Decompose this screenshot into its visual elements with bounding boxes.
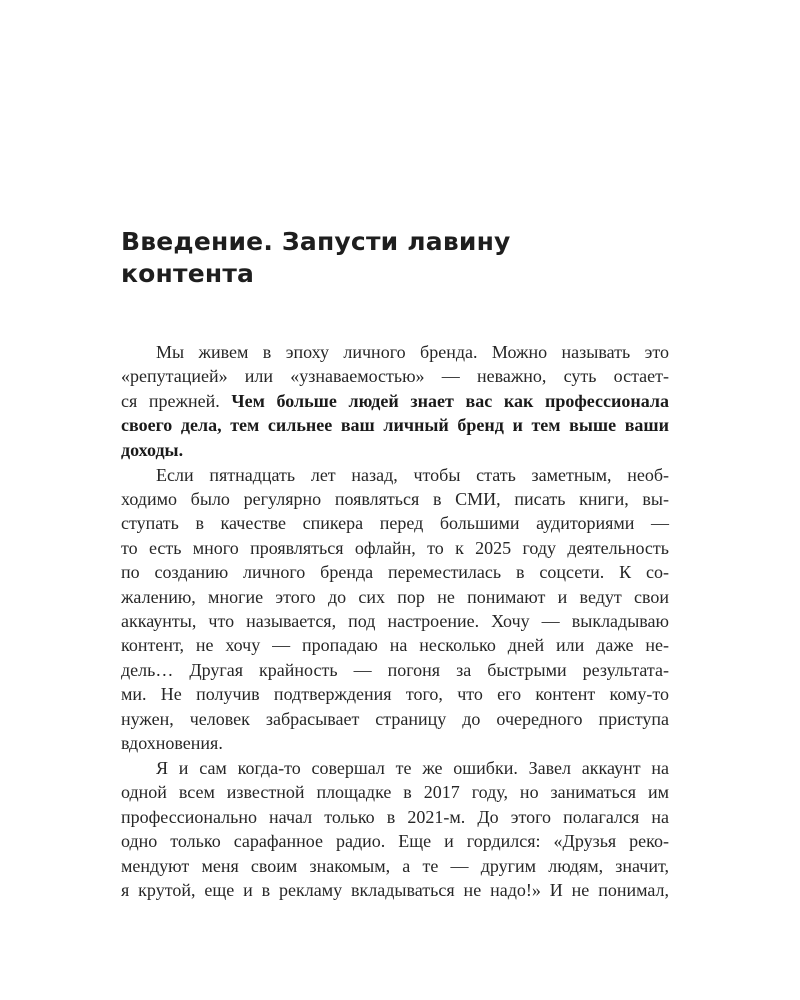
text-line: Если пятнадцать лет назад, чтобы стать заметным, необ-	[156, 464, 669, 485]
text-line: аккаунты, что называется, под настроение. Хочу — выкладываю	[121, 610, 669, 631]
paragraph	[121, 463, 669, 756]
text-line: одно только сарафанное радио. Еще и гордился: «Друзья реко-	[121, 831, 669, 852]
text-line: я крутой, еще и в рекламу вкладываться не надо!» И не понимал,	[121, 879, 669, 900]
text-line	[121, 438, 669, 462]
text-line: Я и сам когда-то совершал те же ошибки. Завел аккаунт на	[156, 757, 669, 778]
text-line: нужен, человек забрасывает страницу до очередного приступа	[121, 708, 669, 729]
text-line: мендуют меня своим знакомым, а те — другим людям, значит,	[121, 855, 669, 876]
chapter-title	[121, 226, 641, 290]
text-line: то есть много проявляться офлайн, то к 2025 году деятельность	[121, 537, 669, 558]
text-line	[121, 413, 669, 437]
paragraph	[121, 340, 669, 462]
bold-emphasis: доходы.	[121, 439, 184, 460]
text-line: «репутацией» или «узнаваемостью» — неважно, суть остает-	[121, 366, 669, 387]
text-line: ми. Не получив подтверждения того, что его контент кому-то	[121, 684, 669, 705]
text-line: профессионально начал только в 2021-м. До этого полагался на	[121, 806, 669, 827]
paragraph	[121, 756, 669, 902]
bold-emphasis: своего дела, тем сильнее ваш личный бренд и тем выше ваши	[121, 415, 669, 436]
text-line: дель… Другая крайность — погоня за быстрыми результата-	[121, 659, 669, 680]
text-line: ходимо было регулярно появляться в СМИ, писать книги, вы-	[121, 488, 669, 509]
text-line: ступать в качестве спикера перед большими аудиториями —	[121, 513, 669, 534]
text-run: ся прежней.	[121, 390, 232, 411]
text-line	[121, 389, 669, 413]
text-line: одной всем известной площадке в 2017 году, но заниматься им	[121, 782, 669, 803]
text-line: жалению, многие этого до сих пор не понимают и ведут свои	[121, 586, 669, 607]
text-line: контент, не хочу — пропадаю на несколько дней или даже не-	[121, 635, 669, 656]
chapter-title-line: Введение. Запусти лавину	[121, 227, 511, 256]
text-line: по созданию личного бренда переместилась в соцсети. К со-	[121, 562, 669, 583]
chapter-title-line: контента	[121, 259, 255, 288]
bold-emphasis: Чем больше людей знает вас как профессионала	[231, 390, 669, 411]
text-line: вдохновения.	[121, 733, 223, 753]
text-line: Мы живем в эпоху личного бренда. Можно называть это	[156, 342, 669, 362]
body-text	[121, 340, 669, 902]
